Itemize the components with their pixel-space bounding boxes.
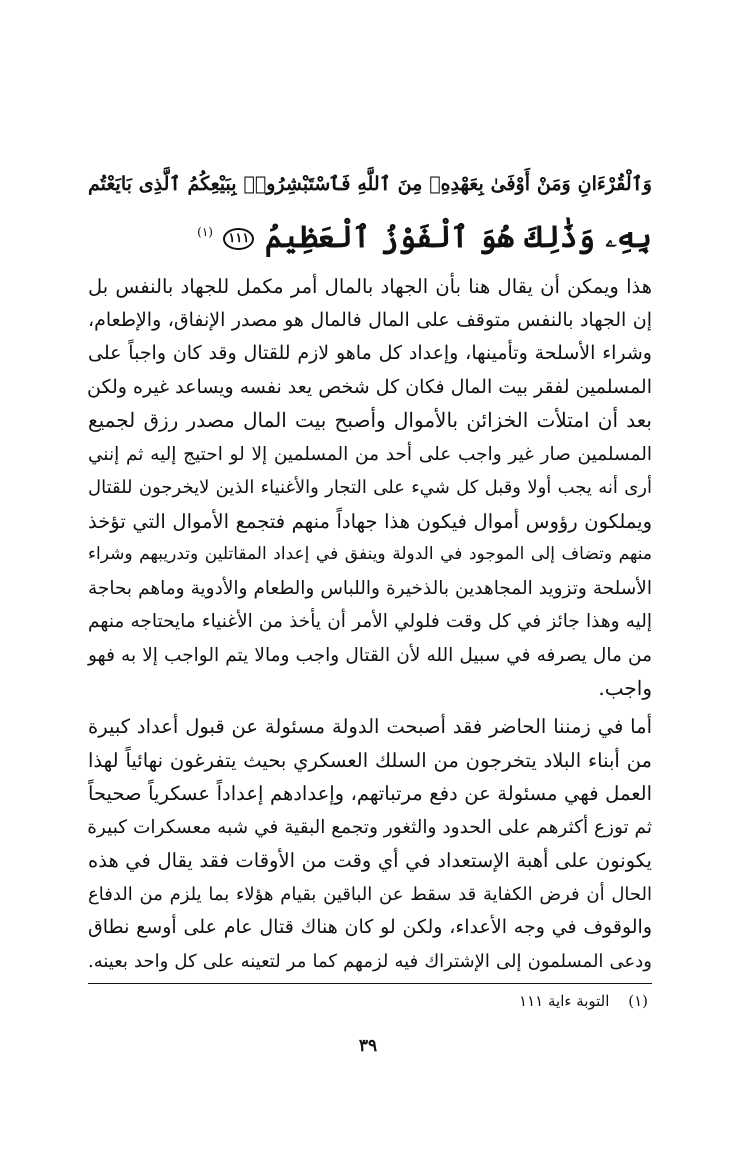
paragraph-line: ثم توزع أكثرهم على الحدود والثغور وتجمع البقية في شبه معسكرات كبيرة [87,816,652,838]
paragraph-line: واجب. [598,676,652,700]
paragraph-line: إن الجهاد بالنفس متوقف على المال فالمال هو مصدر الإنفاق، والإطعام، [88,308,652,331]
paragraph-line: منهم وتضاف إلى الموجود في الدولة وينفق في إعداد المقاتلين وتدريبهم وشراء [88,544,652,564]
paragraph-line: هذا ويمكن أن يقال هنا بأن الجهاد بالمال أمر مكمل للجهاد بالنفس بل [88,275,652,298]
paragraph-line: أرى أنه يجب أولا وقبل كل شيء على التجار والأغنياء الذين لايخرجون للقتال [88,477,652,498]
paragraph-line: إليه وهذا جائز في كل وقت فلولي الأمر أن يأخذ من الأغنياء مايحتاجه منهم [88,611,652,632]
verse-line-2-text: بِهِۦ وَذَٰلِكَ هُوَ ٱلْفَوْزُ ٱلْعَظِيمُ [264,220,652,255]
paragraph-line: الأسلحة وتزويد المجاهدين بالذخيرة واللباس والطعام والأدوية وماهم بحاجة [88,577,652,599]
paragraph-line: والوقوف في وجه الأعداء، ولكن لو كان هناك قتال عام على أوسع نطاق [88,916,652,938]
footnote-separator [88,983,652,984]
paragraph-line: المسلمين لفقر بيت المال فكان كل شخص يعد نفسه ويساعد غيره ولكن [87,375,652,398]
paragraph-line: المسلمين صار غير واجب على أحد من المسلمين إلا لو احتيج إليه ثم إنني [88,443,652,465]
paragraph-line: من مال يصرفه في سبيل الله لأن القتال واجب ومالا يتم الواجب إلا به فهو [88,644,652,666]
ayah-number-marker: ١١١ [223,228,254,250]
paragraph-line: العمل فهي مسئولة عن دفع مرتباتهم، وإعدادهم إعداداً عسكرياً صحيحاً [88,782,652,805]
quran-verse [88,160,652,262]
paragraph-2 [88,710,652,978]
page-number: ٣٩ [358,1036,378,1056]
paragraph-line: يكونون على أهبة الإستعداد في أي وقت من الأوقات فقد يقال في هذه [88,849,652,872]
paragraph-line: من أبناء البلاد يتخرجون من السلك العسكري بحيث يتفرغون نهائياً لهذا [88,748,652,772]
footnote-number: (١) [628,992,648,1010]
paragraph-1 [88,270,652,706]
footnote-text: التوبة ءاية ١١١ [519,992,610,1010]
verse-line-2 [88,208,652,262]
paragraph-line: الحال أن فرض الكفاية قد سقط عن الباقين بقيام هؤلاء بما يلزم من الدفاع [88,883,652,905]
verse-line-1: وَٱلْقُرْءَانِ وَمَنْ أَوْفَىٰ بِعَهْدِهِۦ مِنَ ٱللَّهِ فَٱسْتَبْشِرُوا۟ بِبَيْعِكُمُ ٱلَّذِى بَايَعْتُم [88,173,652,195]
paragraph-line: ودعى المسلمون إلى الإشتراك فيه لزمهم كما مر لتعينه على كل واحد بعينه. [88,950,652,972]
paragraph-line: ويملكون رؤوس أموال فيكون هذا جهاداً منهم فتجمع الأموال التي تؤخذ [88,509,652,533]
paragraph-line: وشراء الأسلحة وتأمينها، وإعداد كل ماهو لازم للقتال وقد كان واجباً على [88,342,652,364]
paragraph-line: بعد أن امتلأت الخزائن بالأموال وأصبح بيت المال مصدر رزق لجميع [88,408,652,432]
verse-footnote-marker: (١) [197,225,213,239]
paragraph-line: أما في زمننا الحاضر فقد أصبحت الدولة مسئولة عن قبول أعداد كبيرة [88,715,652,738]
footnote [519,990,648,1012]
